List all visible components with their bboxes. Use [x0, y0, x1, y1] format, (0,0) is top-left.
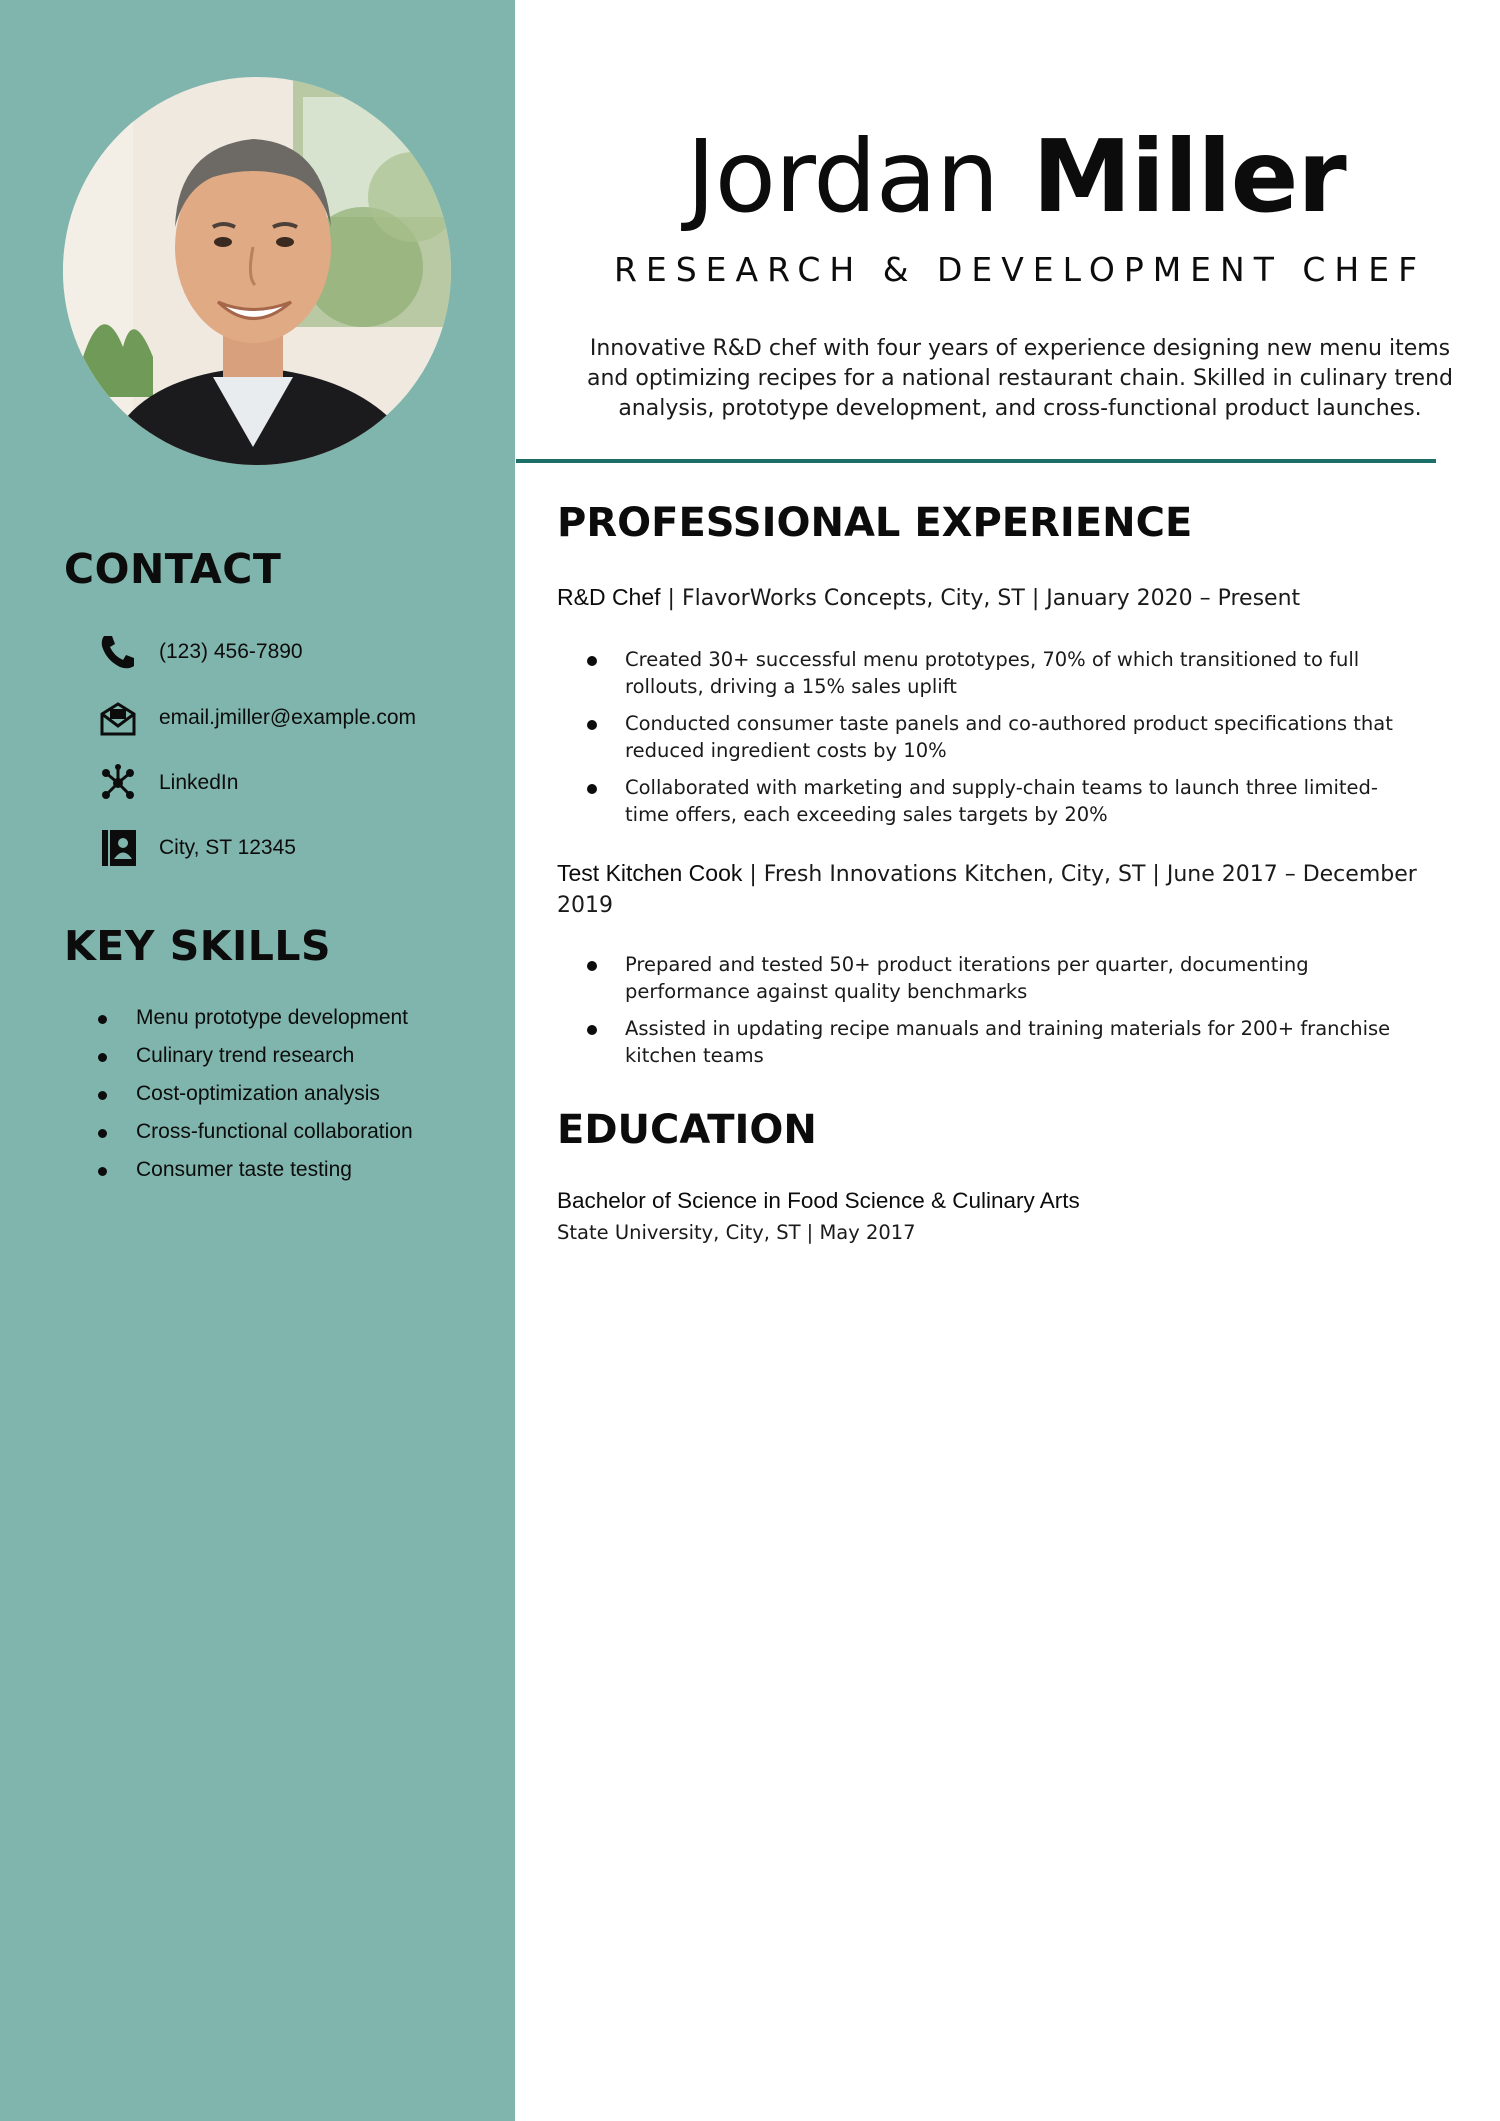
degree: Bachelor of Science in Food Science & Culinary Arts	[557, 1188, 1080, 1213]
skill-item: Consumer taste testing	[96, 1153, 413, 1191]
contact-phone	[96, 628, 303, 676]
contact-email	[96, 694, 416, 742]
job-details: | FlavorWorks Concepts, City, ST | January 2020 – Present	[660, 586, 1301, 611]
job-2-bullets	[580, 951, 1410, 1079]
job-details: | Fresh Innovations Kitchen, City, ST | June 2017 – December 2019	[557, 862, 1417, 918]
address-book-icon	[96, 826, 140, 870]
summary: Innovative R&D chef with four years of experience designing new menu items and optimizing recipes for a national restaurant chain. Skilled in culinary trend analysis, prototype development, and cross-functional product launches.	[586, 336, 1453, 421]
skill-item: Menu prototype development	[96, 1001, 413, 1039]
profile-photo	[63, 77, 451, 465]
linkedin-text: LinkedIn	[159, 771, 239, 794]
contact-heading: CONTACT	[64, 545, 282, 593]
skill-item: Cost-optimization analysis	[96, 1077, 413, 1115]
job-bullet: Collaborated with marketing and supply-chain teams to launch three limited-time offers, each exceeding sales targets by 20%	[580, 774, 1410, 828]
job-entry-1	[557, 582, 1417, 614]
job-bullet: Conducted consumer taste panels and co-authored product specifications that reduced ingredient costs by 10%	[580, 710, 1410, 764]
skill-item: Cross-functional collaboration	[96, 1115, 413, 1153]
job-role: R&D Chef	[557, 584, 661, 610]
job-role: Test Kitchen Cook	[557, 860, 743, 886]
skills-list	[96, 1001, 413, 1191]
network-icon	[96, 761, 140, 805]
phone-icon	[96, 630, 140, 674]
job-bullet: Created 30+ successful menu prototypes, 70% of which transitioned to full rollouts, driving a 15% sales uplift	[580, 646, 1410, 700]
education-heading: EDUCATION	[557, 1107, 817, 1153]
job-entry-2	[557, 858, 1417, 921]
job-title: RESEARCH & DEVELOPMENT CHEF	[613, 250, 1427, 289]
last-name: Miller	[1032, 118, 1346, 235]
skill-item: Culinary trend research	[96, 1039, 413, 1077]
full-name	[516, 112, 1500, 242]
first-name: Jordan	[686, 118, 999, 235]
contact-address	[96, 824, 296, 872]
phone-text: (123) 456-7890	[159, 640, 303, 663]
school: State University, City, ST | May 2017	[557, 1221, 916, 1244]
experience-heading: PROFESSIONAL EXPERIENCE	[557, 500, 1193, 546]
envelope-icon	[96, 696, 140, 740]
contact-linkedin	[96, 759, 238, 807]
job-bullet: Assisted in updating recipe manuals and training materials for 200+ franchise kitchen teams	[580, 1015, 1410, 1069]
job-1-bullets	[580, 646, 1410, 838]
key-skills-heading: KEY SKILLS	[64, 922, 332, 970]
header-divider	[516, 459, 1436, 463]
address-text: City, ST 12345	[159, 836, 296, 859]
email-text: email.jmiller@example.com	[159, 706, 417, 729]
job-bullet: Prepared and tested 50+ product iterations per quarter, documenting performance against quality benchmarks	[580, 951, 1410, 1005]
